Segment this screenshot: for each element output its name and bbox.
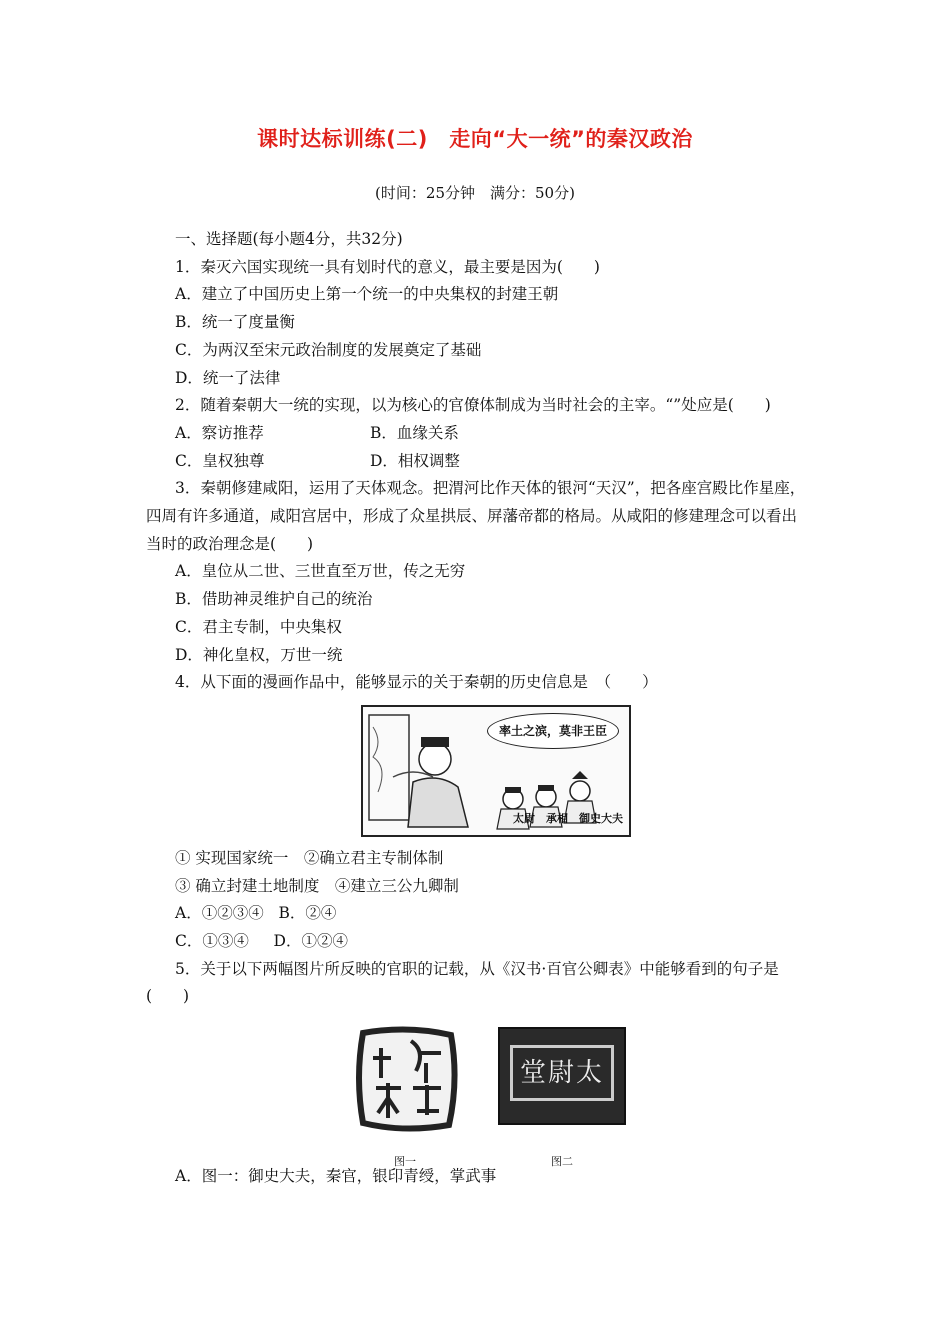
question-4-stem: 4．从下面的漫画作品中，能够显示的关于秦朝的历史信息是 （ ）	[175, 673, 658, 692]
figure-1-caption: 图一	[394, 1155, 416, 1169]
speech-bubble: 率土之滨，莫非王臣	[487, 713, 619, 749]
question-2-option-d: D．相权调整	[370, 451, 460, 470]
question-4-statements-1: ① 实现国家统一 ②确立君主专制体制	[175, 848, 444, 867]
question-2-option-b: B．血缘关系	[370, 423, 459, 442]
question-4-options-row-1	[146, 900, 806, 928]
question-1-option-b: B．统一了度量衡	[175, 313, 295, 332]
seal-image	[351, 1023, 461, 1133]
question-1-option-a: A．建立了中国历史上第一个统一的中央集权的封建王朝	[175, 285, 559, 304]
document-body	[146, 226, 806, 1191]
question-3-option-a: A．皇位从二世、三世直至万世，传之无穷	[175, 562, 466, 581]
question-4-options-row-2	[146, 928, 806, 956]
question-3-stem: 3．秦朝修建咸阳，运用了天体观念。把渭河比作天体的银河“天汉”，把各座宫殿比作星座，四周有许多通道，咸阳宫居中，形成了众星拱辰、屏藩帝都的格局。从咸阳的修建理念可以看出当时的政治理念是( )	[146, 479, 806, 553]
question-3-option-c: C．君主专制，中央集权	[175, 617, 342, 636]
question-2-option-c: C．皇权独尊	[175, 451, 265, 470]
question-2-options-row-2	[146, 448, 806, 476]
question-4-option-d: D．①②④	[273, 932, 348, 951]
cartoon-figure-labels: 太尉 承相 御史大夫	[513, 812, 623, 826]
page-subtitle: (时间：25分钟 满分：50分)	[375, 184, 575, 202]
question-4-option-c: C．①③④	[175, 932, 249, 951]
section-heading: 一、选择题(每小题4分，共32分)	[175, 230, 403, 248]
question-2-options-row-1	[146, 420, 806, 448]
question-2-stem: 2．随着秦朝大一统的实现，以为核心的官僚体制成为当时社会的主宰。“”处应是( )	[175, 396, 771, 415]
cartoon-image	[361, 705, 631, 837]
question-5-images	[146, 1013, 806, 1169]
question-4-option-b: B．②④	[278, 904, 337, 923]
page-title: 课时达标训练(二) 走向“大一统”的秦汉政治	[257, 127, 693, 151]
question-1-stem: 1．秦灭六国实现统一具有划时代的意义，最主要是因为( )	[175, 257, 600, 276]
question-1-option-d: D．统一了法律	[175, 368, 281, 387]
plaque-text: 堂尉太	[510, 1045, 614, 1101]
question-4-statements-2: ③ 确立封建土地制度 ④建立三公九卿制	[175, 876, 459, 895]
question-3-option-d: D．神化皇权，万世一统	[175, 645, 343, 664]
question-5-option-a: A．图一：御史大夫，秦官，银印青绶，掌武事	[175, 1167, 497, 1186]
plaque-image	[498, 1027, 626, 1125]
figure-2-caption: 图二	[551, 1155, 573, 1169]
question-5-stem: 5．关于以下两幅图片所反映的官职的记载，从《汉书·百官公卿表》中能够看到的句子是( )	[146, 959, 779, 1006]
question-4-option-a: A．①②③④	[175, 904, 264, 923]
question-1-option-c: C．为两汉至宋元政治制度的发展奠定了基础	[175, 340, 482, 359]
question-2-option-a: A．察访推荐	[175, 423, 264, 442]
question-3-option-b: B．借助神灵维护自己的统治	[175, 590, 373, 609]
